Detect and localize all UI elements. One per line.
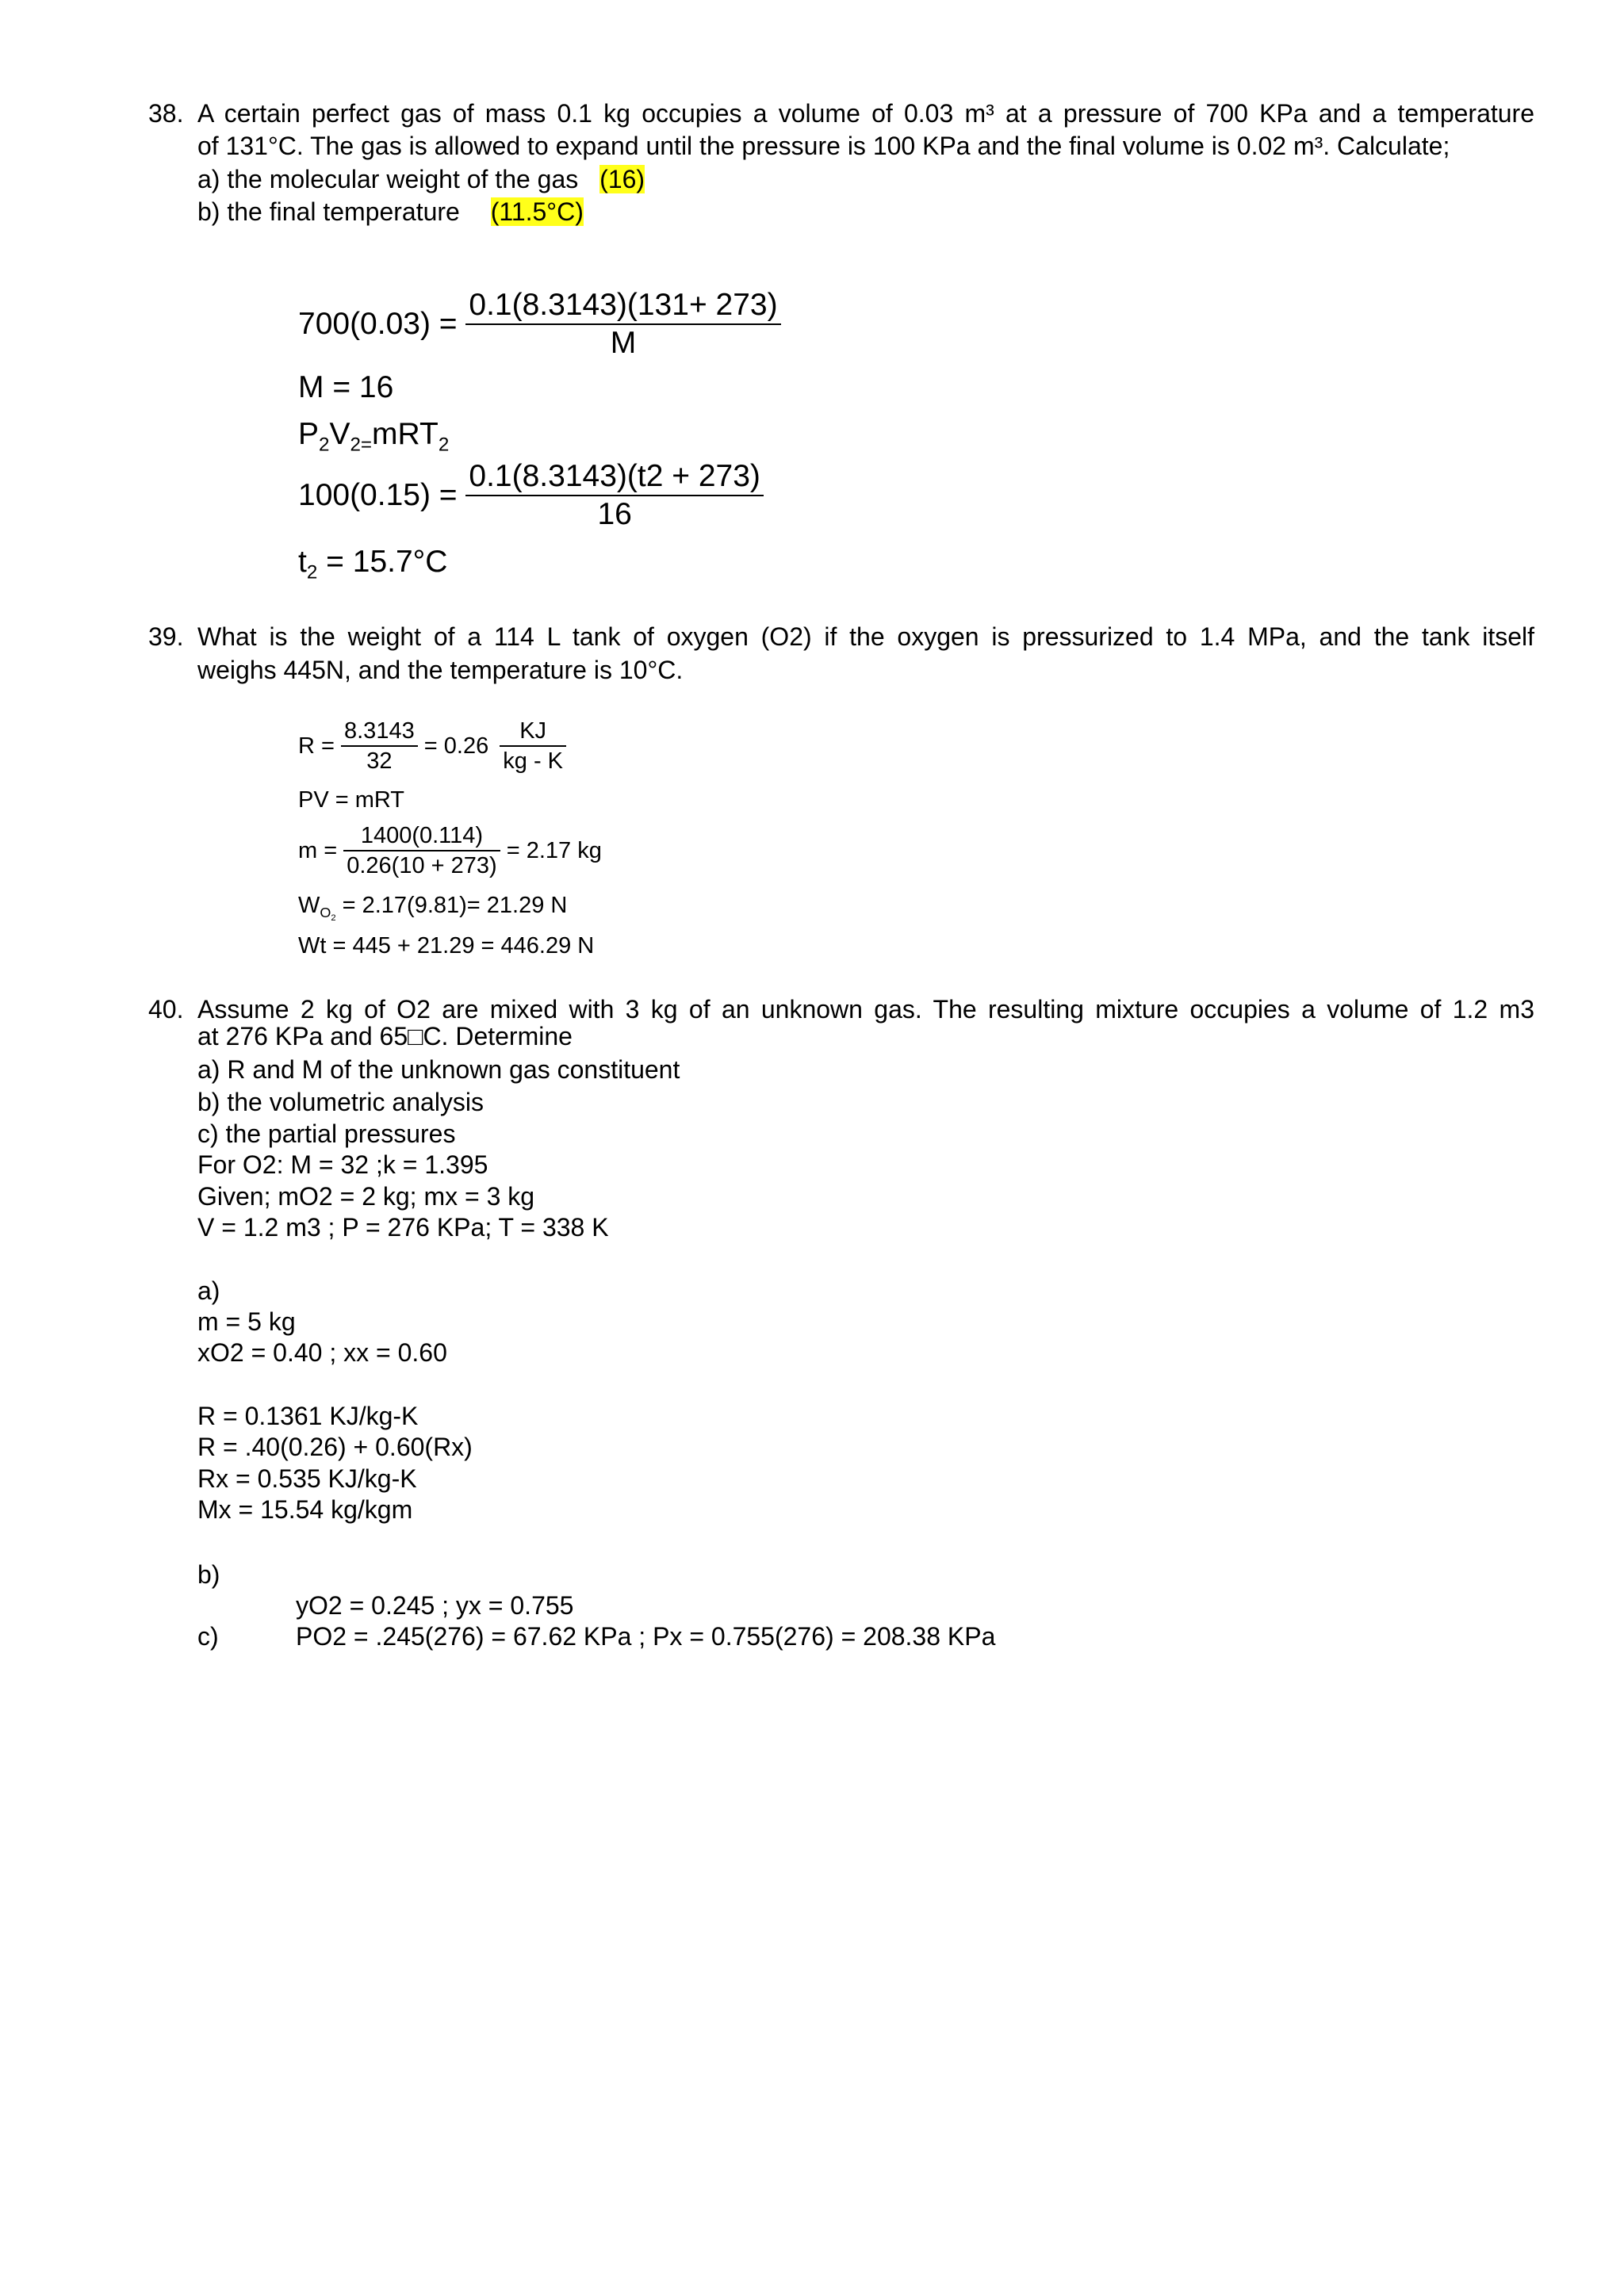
q38-answer-b: (11.5°C): [490, 197, 584, 226]
q39-r-unit-denominator: kg - K: [503, 748, 564, 774]
q38-eq3-v: V: [329, 417, 350, 451]
q40-number: 40.: [148, 995, 184, 1024]
q38-eq4-denominator: 16: [597, 497, 632, 531]
q40-line: For O2: M = 32 ;k = 1.395: [197, 1150, 488, 1179]
q39-r-value: = 0.26: [423, 733, 489, 759]
q39-m-numerator: 1400(0.114): [343, 821, 500, 851]
q40-r-line: Mx = 15.54 kg/kgm: [197, 1495, 413, 1524]
q39-r-denominator: 32: [366, 748, 393, 774]
q39-r-unit-numerator: KJ: [500, 717, 566, 747]
q38-eq4-fraction: [465, 458, 764, 533]
q39-m-lhs: m =: [298, 838, 338, 863]
q38-part-a: [197, 163, 645, 196]
q38-eq5-result: = 15.7°C: [326, 545, 448, 579]
q40-a-line: m = 5 kg: [197, 1307, 296, 1336]
q39-w-sub-o: O: [320, 905, 331, 921]
q40-b-line: yO2 = 0.245 ; yx = 0.755: [296, 1591, 574, 1620]
q38-eq5-t: t: [298, 545, 307, 579]
q40-line: Given; mO2 = 2 kg; mx = 3 kg: [197, 1182, 535, 1211]
q39-weight-equation: [298, 891, 567, 932]
q40-line: c) the partial pressures: [197, 1119, 456, 1148]
q38-eq3-sub-a: 2: [319, 434, 330, 456]
q38-equation-5: [298, 544, 447, 591]
q39-r-unit: [500, 717, 566, 775]
q40-c-line: PO2 = .245(276) = 67.62 KPa ; Px = 0.755(276) = 208.38 KPa: [296, 1622, 996, 1651]
q40-b-label: b): [197, 1560, 220, 1589]
q38-eq1-denominator: M: [610, 326, 637, 360]
q40-line-1: Assume 2 kg of O2 are mixed with 3 kg of an unknown gas. The resulting mixture occupies a volume of 1.2 m3: [197, 995, 1534, 1024]
q38-equation-4: [298, 458, 764, 533]
q38-part-b: [197, 195, 584, 228]
q39-m-fraction: [343, 821, 500, 880]
q38-line-1: A certain perfect gas of mass 0.1 kg occupies a volume of 0.03 m³ at a pressure of 700 KPa and a temperature: [197, 99, 1534, 128]
q40-line: a) R and M of the unknown gas constituent: [197, 1055, 680, 1084]
q38-answer-a: (16): [599, 165, 645, 193]
q38-eq4-lhs: 100(0.15) =: [298, 478, 458, 512]
q38-equation-2: M = 16: [298, 370, 394, 404]
q39-pv-equation: PV = mRT: [298, 787, 405, 813]
q40-line: V = 1.2 m3 ; P = 276 KPa; T = 338 K: [197, 1213, 609, 1242]
q38-eq4-numerator: 0.1(8.3143)(t2 + 273): [465, 458, 764, 496]
q39-w-result: = 2.17(9.81)= 21.29 N: [342, 893, 568, 918]
q40-c-label: c): [197, 1622, 219, 1651]
q38-part-b-text: b) the final temperature: [197, 197, 460, 226]
q40-line: b) the volumetric analysis: [197, 1088, 485, 1116]
q39-m-result: = 2.17 kg: [506, 838, 602, 863]
q38-eq3-sub-c: 2: [438, 434, 450, 456]
q40-a-label: a): [197, 1276, 220, 1305]
q38-eq3-p: P: [298, 417, 320, 451]
q39-r-fraction: [341, 717, 418, 775]
q38-part-a-text: a) the molecular weight of the gas: [197, 165, 579, 193]
q39-line-1: What is the weight of a 114 L tank of oxygen (O2) if the oxygen is pressurized to 1.4 MPa, and the tank itself: [197, 622, 1534, 651]
q38-eq3-sub-b: 2=: [350, 434, 373, 456]
q38-eq1-lhs: 700(0.03) =: [298, 307, 458, 341]
q39-w-symbol: W: [298, 893, 320, 918]
q38-line-2: of 131°C. The gas is allowed to expand until the pressure is 100 KPa and the final volume is 0.02 m³. Calculate;: [197, 132, 1450, 160]
q38-eq5-sub: 2: [306, 561, 318, 584]
q39-r-numerator: 8.3143: [341, 717, 418, 747]
q38-number: 38.: [148, 99, 184, 128]
q38-equation-3: [298, 416, 449, 463]
q40-a-line: xO2 = 0.40 ; xx = 0.60: [197, 1338, 447, 1367]
q38-eq1-numerator: 0.1(8.3143)(131+ 273): [465, 287, 780, 325]
q40-line-2: at 276 KPa and 65□C. Determine: [197, 1022, 573, 1050]
q39-number: 39.: [148, 622, 184, 651]
q39-m-denominator: 0.26(10 + 273): [347, 853, 497, 878]
q39-r-lhs: R =: [298, 733, 335, 759]
q38-eq3-mrt: mRT: [372, 417, 439, 451]
q40-r-line: Rx = 0.535 KJ/kg-K: [197, 1464, 417, 1493]
q38-eq1-fraction: [465, 287, 780, 362]
q40-r-line: R = 0.1361 KJ/kg-K: [197, 1402, 419, 1430]
q39-total-weight: Wt = 445 + 21.29 = 446.29 N: [298, 933, 595, 959]
q39-line-2: weighs 445N, and the temperature is 10°C.: [197, 656, 684, 684]
q40-r-line: R = .40(0.26) + 0.60(Rx): [197, 1433, 473, 1461]
q39-mass-equation: [298, 821, 602, 880]
q39-w-sub-2: 2: [331, 913, 336, 924]
q38-equation-1: [298, 287, 781, 362]
q39-r-equation: [298, 717, 566, 775]
